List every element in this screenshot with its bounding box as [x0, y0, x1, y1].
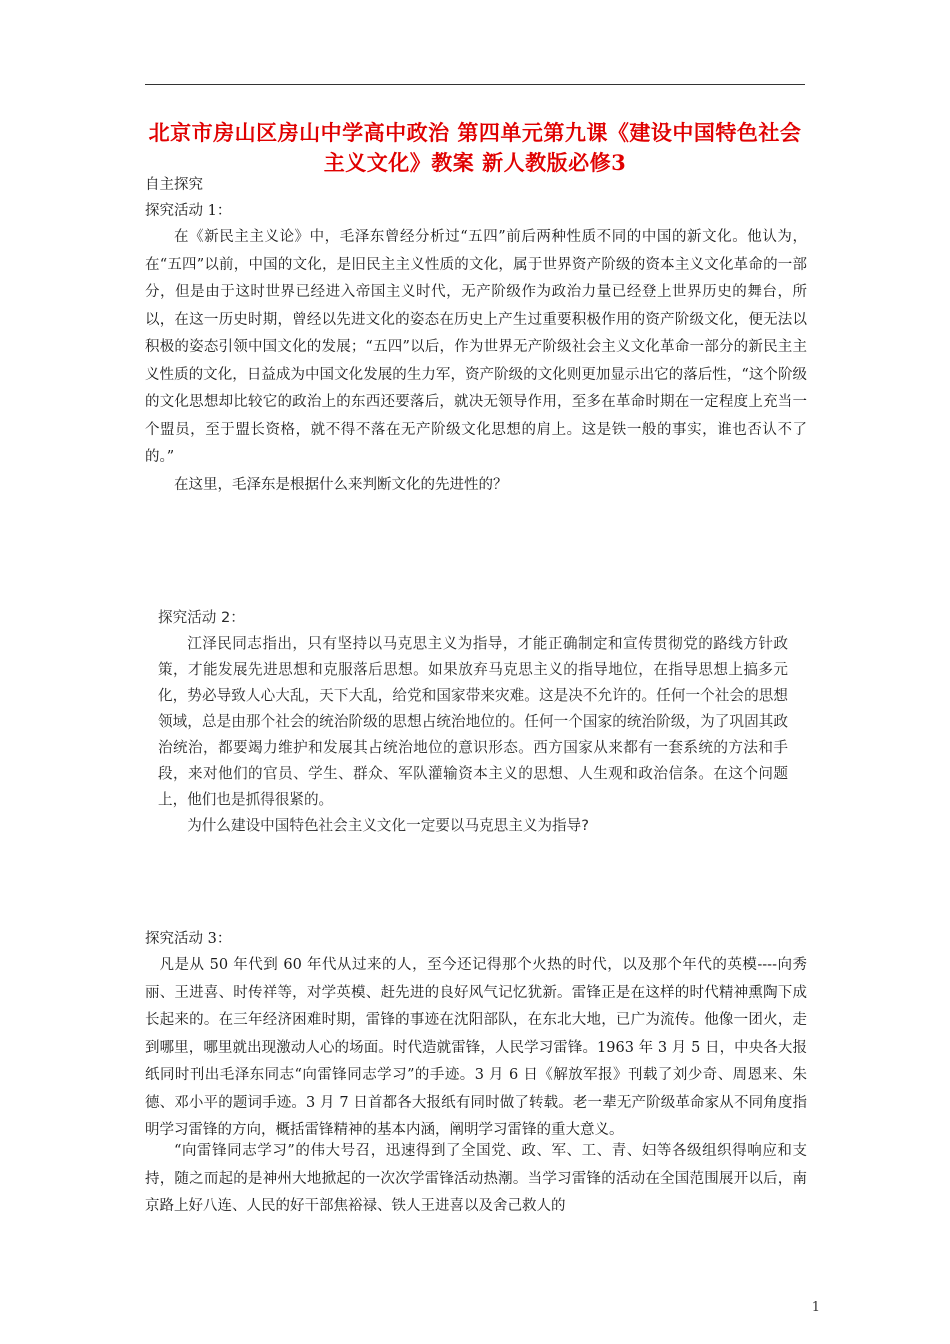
activity2-scanned-block: [158, 605, 788, 839]
document-title: 北京市房山区房山中学高中政治 第四单元第九课《建设中国特色社会主义文化》教案 新人教版必修3: [148, 120, 802, 175]
activity1-label: 探究活动 1：: [145, 203, 232, 219]
activity2-paragraph: 江泽民同志指出，只有坚持以马克思主义为指导，才能正确制定和宣传贯彻党的路线方针政策，才能发展先进思想和克服落后思想。如果放弃马克思主义的指导地位，在指导思想上搞多元化，势必导致人心大乱，天下大乱，给党和国家带来灾难。这是决不允许的。任何一个社会的思想领域，总是由那个社会的统治阶级的思想占统治地位的。任何一个国家的统治阶级，为了巩固其政治统治，都要竭力维护和发展其占统治地位的意识形态。西方国家从来都有一套系统的方法和手段，来对他们的官员、学生、群众、军队灌输资本主义的思想、人生观和政治信条。在这个问题上，他们也是抓得很紧的。: [158, 635, 788, 808]
activity3-paragraph1: 凡是从 50 年代到 60 年代从过来的人，至今还记得那个火热的时代，以及那个年代的英模----向秀丽、王进喜、时传祥等，对学英模、赶先进的良好风气记忆犹新。雷锋正是在这样的时代精神熏陶下成长起来的。在三年经济困难时期，雷锋的事迹在沈阳部队，在东北大地，已广为流传。他像一团火，走到哪里，哪里就出现激动人心的场面。时代造就雷锋，人民学习雷锋。1963 年 3 月 5 日，中央各大报纸同时刊出毛泽东同志“向雷锋同志学习”的手迹。3 月 6 日《解放军报》刊载了刘少奇、周恩来、朱德、邓小平的题词手迹。3 月 7 日首都各大报纸有同时做了转载。老一辈无产阶级革命家从不同角度指明学习雷锋的方向，概括雷锋精神的基本内涵，阐明学习雷锋的重大意义。: [145, 957, 807, 1138]
section-label: 自主探究: [145, 177, 203, 193]
activity1-paragraph: 在《新民主主义论》中，毛泽东曾经分析过“五四”前后两种性质不同的中国的新文化。他认为， 在“五四”以前，中国的文化，是旧民主主义性质的文化，属于世界资产阶级的资本主义文化革命的一部分，但是由于这时世界已经进入帝国主义时代，无产阶级作为政治力量已经登上世界历史的舞台，所以，在这一历史时期，曾经以先进文化的姿态在历史上产生过重要积极作用的资产阶级文化，便无法以积极的姿态引领中国文化的发展；“五四”以后，作为世界无产阶级社会主义文化革命一部分的新民主主义性质的文化，日益成为中国文化发展的生力军，资产阶级的文化则更加显示出它的落后性，“这个阶级的文化思想却比较它的政治上的东西还要落后，就决无领导作用，至多在革命时期在一定程度上充当一个盟员，至于盟长资格，就不得不落在无产阶级文化思想的肩上。这是铁一般的事实，谁也否认不了的。”: [145, 229, 807, 465]
activity3-label: 探究活动 3：: [145, 931, 232, 947]
activity2-question: 为什么建设中国特色社会主义文化一定要以马克思主义为指导?: [187, 817, 589, 834]
activity2-label: 探究活动 2：: [158, 609, 245, 626]
header-rule: [145, 84, 805, 85]
page-number: 1: [811, 1300, 820, 1315]
activity1-question: 在这里，毛泽东是根据什么来判断文化的先进性的？: [174, 477, 508, 493]
activity3-paragraph2: “向雷锋同志学习”的伟大号召，迅速得到了全国党、政、军、工、青、妇等各级组织得响应和支持，随之而起的是神州大地掀起的一次次学雷锋活动热潮。当学习雷锋的活动在全国范围展开以后，南京路上好八连、人民的好干部焦裕禄、铁人王进喜以及舍己救人的: [145, 1143, 807, 1214]
